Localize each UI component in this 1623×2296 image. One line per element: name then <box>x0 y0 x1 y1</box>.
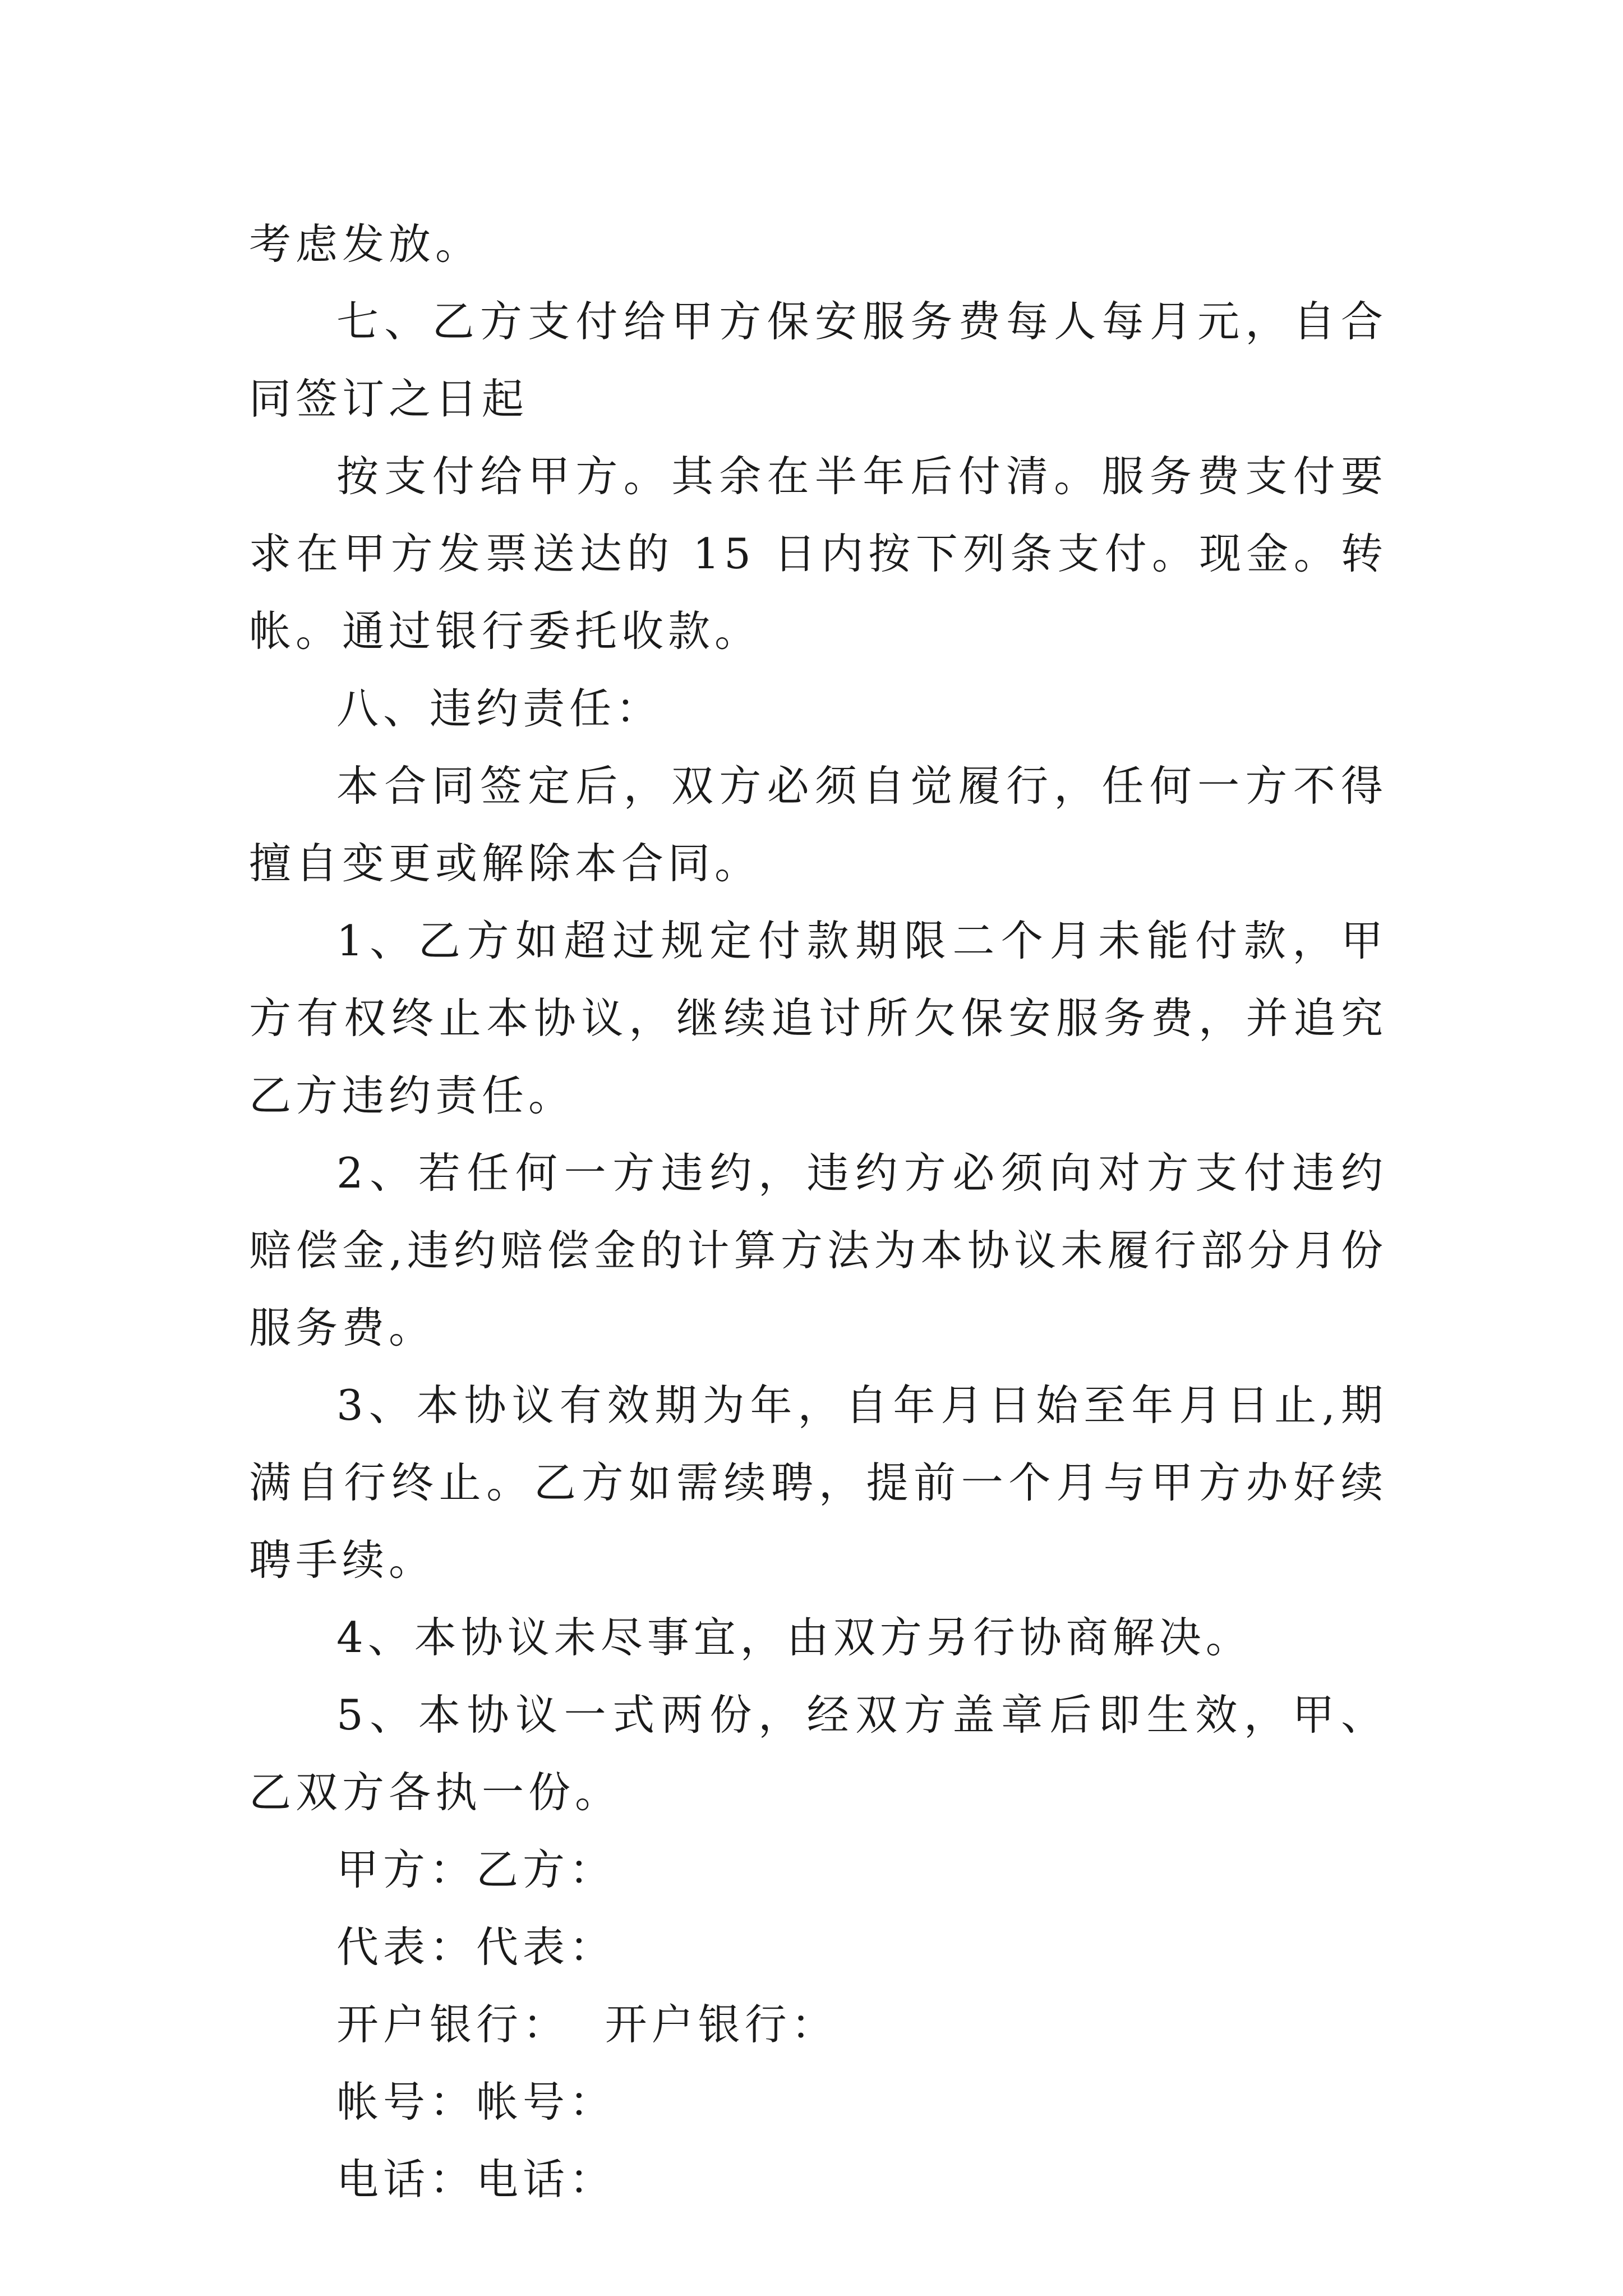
paragraph-liability-item-3: 3、本协议有效期为年，自年月日始至年月日止,期满自行终止。乙方如需续聘，提前一个月与甲方办好续聘手续。 <box>249 1381 1387 1585</box>
paragraph-contract-performance: 本合同签定后，双方必须自觉履行，任何一方不得擅自变更或解除本合同。 <box>249 761 1387 888</box>
paragraph-continuation: 考虑发放。 <box>249 219 482 269</box>
signature-line-representatives: 代表：代表： <box>336 1922 616 1972</box>
signature-line-parties: 甲方：乙方： <box>336 1845 616 1894</box>
paragraph-liability-item-5: 5、本协议一式两份，经双方盖章后即生效，甲、乙双方各执一份。 <box>249 1690 1387 1817</box>
document-body <box>249 205 1387 2218</box>
paragraph-clause-7-payment: 七、乙方支付给甲方保安服务费每人每月元，自合同签订之日起 <box>249 297 1387 424</box>
heading-clause-8-liability: 八、违约责任： <box>336 684 663 733</box>
paragraph-liability-item-4: 4、本协议未尽事宜，由双方另行协商解决。 <box>336 1613 1252 1662</box>
paragraph-payment-terms: 按支付给甲方。其余在半年后付清。服务费支付要求在甲方发票送达的 15 日内按下列条支付。现金。转帐。通过银行委托收款。 <box>249 452 1387 656</box>
signature-line-accounts: 帐号：帐号： <box>336 2077 616 2127</box>
paragraph-liability-item-1: 1、乙方如超过规定付款期限二个月未能付款，甲方有权终止本协议，继续追讨所欠保安服务费，并追究乙方违约责任。 <box>249 916 1387 1120</box>
signature-line-banks: 开户银行： 开户银行： <box>336 2000 838 2049</box>
signature-block <box>249 1831 1387 2218</box>
signature-line-phones: 电话：电话： <box>336 2155 616 2204</box>
paragraph-liability-item-2: 2、若任何一方违约，违约方必须向对方支付违约赔偿金,违约赔偿金的计算方法为本协议未履行部分月份服务费。 <box>249 1148 1387 1352</box>
